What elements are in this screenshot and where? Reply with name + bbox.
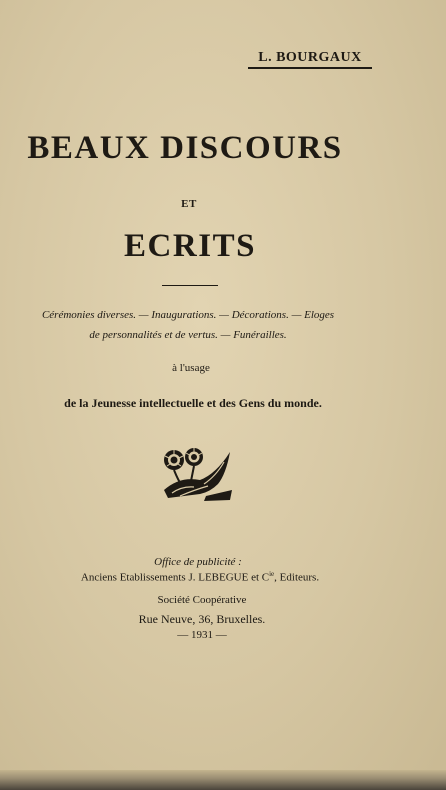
audience-line: de la Jeunesse intellectuelle et des Gens du monde. (64, 396, 322, 410)
subtitle-line-2: de personnalités et de vertus. — Funérailles. (89, 329, 287, 341)
publisher-address: Rue Neuve, 36, Bruxelles. (138, 612, 266, 626)
publisher-name-end: , Editeurs. (274, 571, 320, 584)
page-bottom-edge (0, 770, 446, 790)
title-conjunction: ET (181, 198, 197, 210)
title-divider (162, 285, 218, 286)
usage-label: à l'usage (172, 362, 210, 374)
subtitle-line-1: Cérémonies diverses. — Inaugurations. — Décorations. — Eloges (41, 309, 335, 321)
author-name: L. BOURGAUX (248, 50, 372, 69)
publisher-name (0, 570, 400, 584)
title-line-1: BEAUX DISCOURS (27, 130, 343, 166)
publisher-society: Société Coopérative (157, 594, 247, 606)
publisher-office: Office de publicité : (154, 556, 242, 568)
publisher-name-superscript: ie (269, 570, 275, 578)
publisher-name-main: Anciens Etablissements J. LEBEGUE et C (80, 571, 270, 584)
publication-year: — 1931 — (177, 629, 227, 641)
title-line-2: ECRITS (124, 228, 256, 264)
publisher-ornament-icon (160, 446, 234, 502)
